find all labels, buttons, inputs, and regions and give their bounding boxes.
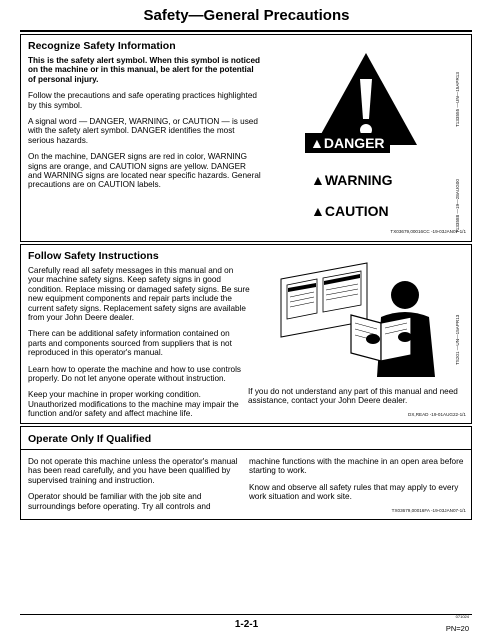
paragraph: Do not operate this machine unless the operator's manual has been read carefully, and you have been qualified by supervised training and instruction. <box>28 457 238 485</box>
section-recognize-safety <box>20 34 472 242</box>
warning-sign <box>311 172 393 188</box>
warning-label: WARNING <box>324 172 393 188</box>
paragraph: Learn how to operate the machine and how to use controls properly. Do not let anyone operate without instruction. <box>28 364 242 384</box>
page-title: Safety—General Precautions <box>143 7 350 24</box>
page-number: 1-2-1 <box>234 619 259 630</box>
paragraph: Carefully read all safety messages in this manual and on your machine safety signs. Keep safety signs in good condition. Replace missing or damaged safety signs. Be sure new equipment components and repair parts include the current safety signs. Replacement safety signs are available from your John Deere dealer. <box>28 266 250 323</box>
alert-triangle-icon: ▲ <box>311 172 325 188</box>
section-operate-qualified <box>20 426 472 520</box>
paragraph: This is the safety alert symbol. When this symbol is noticed on the machine or in this manual, be alert for the potential of personal injury. <box>28 56 261 84</box>
danger-sign <box>305 133 390 153</box>
section-title: Recognize Safety Information <box>28 40 176 52</box>
section-follow-instructions <box>20 244 472 424</box>
footer-rule <box>20 614 472 615</box>
danger-label: DANGER <box>323 135 385 151</box>
title-underline <box>21 449 471 450</box>
section-title: Operate Only If Qualified <box>28 433 152 445</box>
paragraph: Keep your machine in proper working condition. Unauthorized modifications to the machine may impair the function and/or safety and affect machine life. <box>28 390 239 419</box>
paragraph: Follow the precautions and safe operating practices highlighted by this symbol. <box>28 91 257 110</box>
section-body-left <box>28 457 250 518</box>
section-title: Follow Safety Instructions <box>28 250 159 262</box>
footer-small-code: 071024 <box>455 614 469 619</box>
image-code: TS201 —UN—15APR13 <box>455 314 460 365</box>
reference-code: TX03679,00016CC -19-03JAN07-1/1 <box>390 229 466 234</box>
paragraph: On the machine, DANGER signs are red in color, WARNING signs are orange, and CAUTION signs are yellow. DANGER and WARNING signs are located near specific hazards. General precautions are on CAUTION labels. <box>28 152 261 190</box>
paragraph: There can be additional safety information contained on parts and components sourced from suppliers that is not reproduced in this operator's manual. <box>28 329 232 358</box>
alert-triangle-icon: ▲ <box>311 203 325 219</box>
alert-triangle-icon: ▲ <box>310 135 324 151</box>
reading-manual-illustration <box>277 259 457 379</box>
paragraph: Know and observe all safety rules that may apply to every work situation and work site. <box>249 482 459 502</box>
paragraph: machine functions with the machine in an open area before starting to work. <box>249 457 464 476</box>
title-rule <box>20 30 472 32</box>
reference-code: DX,READ -19-01AUG22-1/1 <box>408 412 466 417</box>
paragraph: A signal word — DANGER, WARNING, or CAUTION — is used with the safety alert symbol. DANGER identifies the most serious hazards. <box>28 117 258 145</box>
section-body <box>28 266 250 426</box>
footer-pn: PN=20 <box>445 624 469 633</box>
paragraph: Operator should be familiar with the job site and surroundings before operating. Try all controls and <box>28 492 211 511</box>
caution-label: CAUTION <box>324 203 389 219</box>
caution-sign <box>311 203 389 219</box>
right-paragraph: If you do not understand any part of this manual and need assistance, contact your John Deere dealer. <box>248 387 458 406</box>
section-body-right <box>249 457 467 509</box>
image-code: T133588 —19—28AUG00 <box>455 179 460 233</box>
image-code: T133555 —UN—15APR13 <box>455 72 460 127</box>
reference-code: TX03679,00016FA -19-03JAN07-1/1 <box>391 508 466 513</box>
section-body <box>28 56 261 197</box>
